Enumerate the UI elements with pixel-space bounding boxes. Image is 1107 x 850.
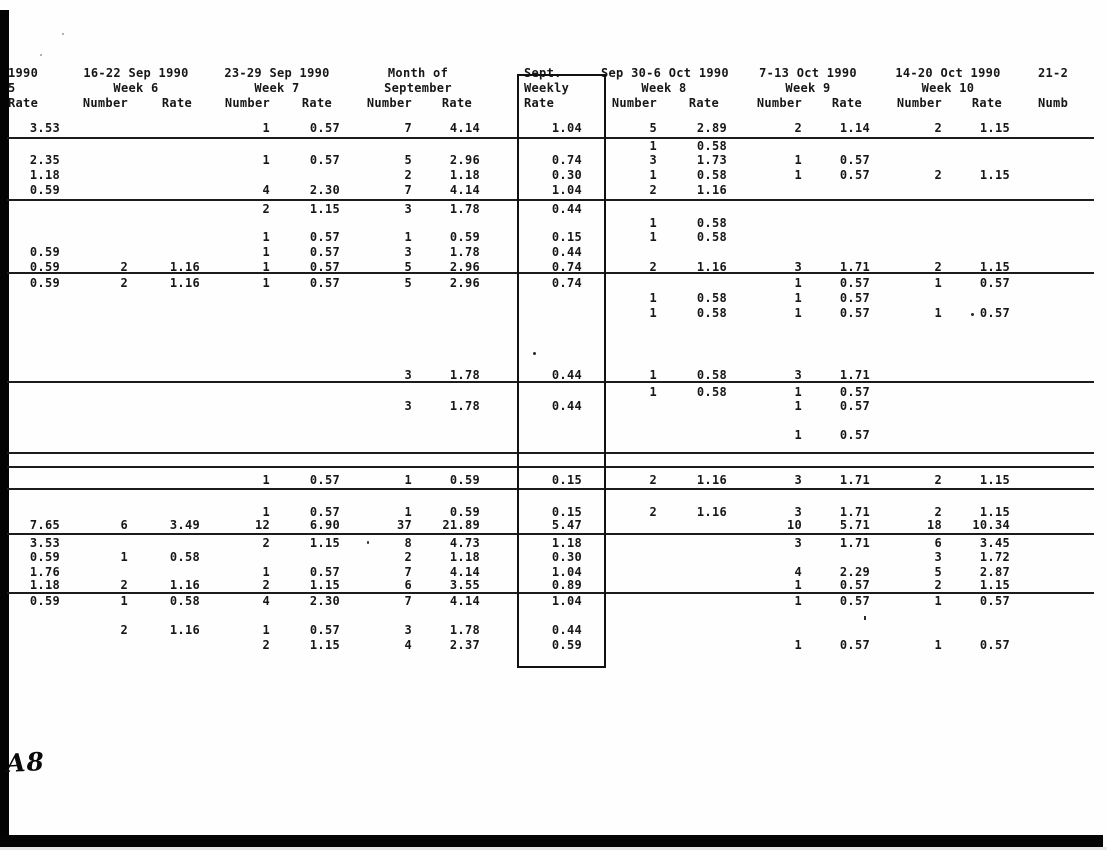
header-number-week9: Number (756, 96, 802, 110)
table-cell: 1 (794, 168, 802, 182)
table-cell: 2 (934, 578, 942, 592)
table-cell: 4.14 (449, 121, 480, 135)
table-cell: 1.18 (449, 550, 480, 564)
header-number-month-september: Number (366, 96, 412, 110)
table-cell: 1 (934, 638, 942, 652)
table-cell: 2.96 (449, 153, 480, 167)
table-cell: 1 (262, 276, 270, 290)
table-cell: 0.59 (449, 473, 480, 487)
table-cell: 0.57 (309, 505, 340, 519)
table-cell: 1.72 (979, 550, 1010, 564)
header-title-month-september: Month of (387, 66, 449, 80)
header-title-week10: 14-20 Oct 1990 (895, 66, 1001, 80)
table-cell: 0.44 (551, 202, 582, 216)
table-cell: 1.73 (696, 153, 727, 167)
header-rate-week7: Rate (301, 96, 332, 110)
table-cell: 0.58 (696, 139, 727, 153)
table-cell: 1 (262, 565, 270, 579)
table-cell: 1.18 (29, 578, 60, 592)
table-cell: 0.58 (169, 550, 200, 564)
table-cell: 1 (794, 399, 802, 413)
table-cell: 5 (404, 153, 412, 167)
table-cell: 1 (934, 306, 942, 320)
header-subtitle-month-september: September (384, 81, 452, 95)
table-cell: 2.29 (839, 565, 870, 579)
header-left-partial-year: 1990 (8, 66, 39, 80)
table-cell: 2 (934, 473, 942, 487)
table-cell: 0.59 (29, 260, 60, 274)
table-cell: 2.35 (29, 153, 60, 167)
header-rate-week9: Rate (831, 96, 862, 110)
table-cell: 0.58 (169, 594, 200, 608)
table-cell: 1.15 (979, 505, 1010, 519)
table-cell: 1.18 (449, 168, 480, 182)
table-cell: 1 (794, 153, 802, 167)
table-cell: 1 (262, 473, 270, 487)
table-cell: 1 (404, 230, 412, 244)
table-cell: 2 (649, 505, 657, 519)
table-cell: 0.57 (979, 276, 1010, 290)
table-cell: 1.71 (839, 260, 870, 274)
table-cell: 1.15 (309, 202, 340, 216)
table-cell: 1.04 (551, 183, 582, 197)
header-number-week8: Number (611, 96, 657, 110)
table-cell: 0.57 (309, 623, 340, 637)
table-cell: 4 (794, 565, 802, 579)
header-number-week11-partial: Numb (1038, 96, 1069, 110)
table-cell: 1.16 (696, 473, 727, 487)
scan-speckle (40, 54, 42, 56)
table-cell: 1.71 (839, 505, 870, 519)
table-cell: 0.44 (551, 623, 582, 637)
scan-speckle (367, 541, 369, 544)
table-cell: 0.58 (696, 291, 727, 305)
table-cell: 1 (649, 216, 657, 230)
table-cell: 1 (262, 260, 270, 274)
table-cell: 1 (794, 306, 802, 320)
table-cell: 2 (120, 623, 128, 637)
table-cell: 3.53 (29, 121, 60, 135)
table-cell: 0.74 (551, 276, 582, 290)
table-cell: 3 (794, 536, 802, 550)
table-cell: 1.18 (29, 168, 60, 182)
table-cell: 0.57 (839, 168, 870, 182)
header-title-sept-weekly: Sept. (524, 66, 562, 80)
table-cell: 1 (262, 153, 270, 167)
table-cell: 0.57 (309, 473, 340, 487)
table-cell: 1.15 (979, 260, 1010, 274)
table-cell: 1.16 (169, 276, 200, 290)
table-cell: 12 (254, 518, 270, 532)
table-cell: 3.45 (979, 536, 1010, 550)
table-cell: 0.89 (551, 578, 582, 592)
table-cell: 2 (120, 578, 128, 592)
table-cell: 4.14 (449, 594, 480, 608)
header-title-week7: 23-29 Sep 1990 (224, 66, 330, 80)
table-cell: 1 (120, 550, 128, 564)
header-subtitle-week7: Week 7 (254, 81, 300, 95)
table-cell: 1.16 (696, 183, 727, 197)
table-cell: 6 (404, 578, 412, 592)
table-cell: 0.57 (979, 638, 1010, 652)
table-cell: 10.34 (972, 518, 1010, 532)
table-cell: 0.59 (449, 505, 480, 519)
table-cell: 5.47 (551, 518, 582, 532)
table-cell: 1.15 (309, 638, 340, 652)
table-cell: 0.57 (309, 260, 340, 274)
table-cell: 8 (404, 536, 412, 550)
table-cell: 1.71 (839, 536, 870, 550)
table-cell: 18 (926, 518, 942, 532)
header-subtitle-week10: Week 10 (921, 81, 975, 95)
table-cell: 2 (649, 183, 657, 197)
header-subtitle-week9: Week 9 (785, 81, 831, 95)
table-cell: 0.57 (309, 230, 340, 244)
header-subtitle-week6: Week 6 (113, 81, 159, 95)
table-cell: 4.14 (449, 565, 480, 579)
header-left-partial-rate: Rate (8, 96, 39, 110)
table-cell: 1 (794, 291, 802, 305)
table-cell: 6 (934, 536, 942, 550)
header-number-week6: Number (82, 96, 128, 110)
table-cell: 0.57 (839, 276, 870, 290)
header-rate-month-september: Rate (441, 96, 472, 110)
table-cell: 7 (404, 121, 412, 135)
table-cell: 2 (262, 578, 270, 592)
table-cell: 1 (262, 121, 270, 135)
table-cell: 1 (404, 505, 412, 519)
table-cell: 2 (120, 276, 128, 290)
handwritten-note: A8 (5, 747, 46, 778)
table-cell: 7 (404, 594, 412, 608)
header-subtitle-sept-weekly: Weekly (524, 81, 570, 95)
table-cell: 4.73 (449, 536, 480, 550)
table-cell: 1.78 (449, 623, 480, 637)
table-cell: 10 (786, 518, 802, 532)
table-cell: 1.16 (169, 260, 200, 274)
table-cell: 2.30 (309, 183, 340, 197)
table-cell: 0.30 (551, 550, 582, 564)
table-cell: 1 (649, 385, 657, 399)
table-cell: 6 (120, 518, 128, 532)
table-cell: 1 (794, 276, 802, 290)
scan-speckle (62, 33, 64, 35)
table-cell: 0.57 (309, 121, 340, 135)
table-cell: 3 (934, 550, 942, 564)
table-cell: 2 (262, 202, 270, 216)
scan-speckle (533, 352, 536, 355)
table-cell: 1 (794, 428, 802, 442)
table-cell: 3 (794, 368, 802, 382)
table-cell: 1.71 (839, 473, 870, 487)
table-cell: 0.59 (29, 245, 60, 259)
table-cell: 1 (649, 139, 657, 153)
table-cell: 7 (404, 565, 412, 579)
table-cell: 3 (794, 260, 802, 274)
table-cell: 3 (404, 202, 412, 216)
table-cell: 3 (404, 399, 412, 413)
table-cell: 5 (934, 565, 942, 579)
table-cell: 1 (404, 473, 412, 487)
table-cell: 0.58 (696, 368, 727, 382)
table-cell: 1.04 (551, 594, 582, 608)
table-cell: 1 (794, 385, 802, 399)
table-cell: 3 (649, 153, 657, 167)
table-cell: 1 (120, 594, 128, 608)
table-cell: 2.89 (696, 121, 727, 135)
table-cell: 4 (404, 638, 412, 652)
table-cell: 7 (404, 183, 412, 197)
table-cell: 0.59 (551, 638, 582, 652)
table-cell: 2 (934, 505, 942, 519)
header-number-week10: Number (896, 96, 942, 110)
table-cell: 0.58 (696, 230, 727, 244)
table-cell: 4.14 (449, 183, 480, 197)
table-cell: 0.57 (839, 385, 870, 399)
table-cell: 0.59 (29, 276, 60, 290)
table-cell: 0.15 (551, 505, 582, 519)
scan-speckle (971, 313, 974, 316)
table-cell: 1 (794, 578, 802, 592)
table-cell: 0.57 (309, 153, 340, 167)
table-cell: 0.30 (551, 168, 582, 182)
table-cell: 2 (649, 260, 657, 274)
table-cell: 2 (120, 260, 128, 274)
table-cell: 1 (934, 276, 942, 290)
table-cell: 1.71 (839, 368, 870, 382)
table-cell: 6.90 (309, 518, 340, 532)
table-cell: 3 (404, 368, 412, 382)
table-cell: 0.57 (839, 428, 870, 442)
table-cell: 0.57 (309, 565, 340, 579)
table-cell: 4 (262, 183, 270, 197)
table-cell: 1 (649, 368, 657, 382)
table-cell: 1.16 (696, 260, 727, 274)
table-cell: 1.16 (169, 623, 200, 637)
header-rate-week10: Rate (971, 96, 1002, 110)
header-rate-sept-weekly: Rate (524, 96, 555, 110)
table-cell: 0.59 (449, 230, 480, 244)
table-cell: 5 (404, 276, 412, 290)
table-cell: 2.96 (449, 260, 480, 274)
table-cell: 2 (794, 121, 802, 135)
table-cell: 1.04 (551, 565, 582, 579)
table-cell: 0.57 (839, 306, 870, 320)
table-cell: 2 (404, 168, 412, 182)
table-cell: 2 (934, 121, 942, 135)
table-cell: 3 (404, 623, 412, 637)
table-cell: 1.15 (309, 578, 340, 592)
table-cell: 2 (934, 168, 942, 182)
table-cell: 2 (262, 638, 270, 652)
header-rate-week8: Rate (688, 96, 719, 110)
header-rate-week6: Rate (161, 96, 192, 110)
table-cell: 0.58 (696, 385, 727, 399)
table-cell: 0.57 (309, 245, 340, 259)
scan-edge-bottom (0, 835, 1103, 847)
header-title-week9: 7-13 Oct 1990 (759, 66, 857, 80)
table-cell: 1.18 (551, 536, 582, 550)
table-cell: 1.15 (979, 168, 1010, 182)
table-cell: 3.53 (29, 536, 60, 550)
table-cell: 7.65 (29, 518, 60, 532)
table-cell: 1.78 (449, 202, 480, 216)
table-cell: 3 (794, 505, 802, 519)
table-cell: 21.89 (442, 518, 480, 532)
table-cell: 0.15 (551, 473, 582, 487)
header-title-week8: Sep 30-6 Oct 1990 (601, 66, 729, 80)
table-cell: 0.57 (839, 153, 870, 167)
table-cell: 1 (649, 291, 657, 305)
table-cell: 1 (649, 306, 657, 320)
table-cell: 0.59 (29, 550, 60, 564)
table-cell: 0.59 (29, 183, 60, 197)
table-cell: 5 (404, 260, 412, 274)
table-cell: 1.78 (449, 245, 480, 259)
table-cell: 5 (649, 121, 657, 135)
table-cell: 0.44 (551, 399, 582, 413)
table-cell: 0.57 (839, 578, 870, 592)
table-cell: 2.30 (309, 594, 340, 608)
sept-weekly-rate-box (517, 74, 606, 668)
table-cell: 1 (934, 594, 942, 608)
table-cell: 1.15 (979, 473, 1010, 487)
table-cell: 2 (262, 536, 270, 550)
table-cell: 1.04 (551, 121, 582, 135)
table-cell: 1.15 (979, 121, 1010, 135)
table-cell: 1.76 (29, 565, 60, 579)
table-cell: 0.57 (839, 594, 870, 608)
table-cell: 1.78 (449, 399, 480, 413)
table-cell: 0.57 (309, 276, 340, 290)
table-cell: 0.58 (696, 306, 727, 320)
header-subtitle-week8: Week 8 (641, 81, 687, 95)
table-cell: 0.58 (696, 216, 727, 230)
table-cell: 1.15 (979, 578, 1010, 592)
table-cell: 1 (794, 594, 802, 608)
header-title-week6: 16-22 Sep 1990 (83, 66, 189, 80)
table-cell: 0.74 (551, 153, 582, 167)
table-cell: 2.87 (979, 565, 1010, 579)
table-cell: 0.58 (696, 168, 727, 182)
table-cell: 5.71 (839, 518, 870, 532)
table-cell: 2 (934, 260, 942, 274)
table-cell: 1 (794, 638, 802, 652)
table-cell: 2.96 (449, 276, 480, 290)
table-cell: 1.16 (696, 505, 727, 519)
header-left-partial-line2: 5 (8, 81, 16, 95)
table-cell: 0.57 (839, 638, 870, 652)
table-cell: 0.57 (979, 594, 1010, 608)
table-cell: 2 (649, 473, 657, 487)
table-cell: 0.74 (551, 260, 582, 274)
scan-speckle (864, 616, 866, 620)
table-cell: 1 (262, 623, 270, 637)
table-cell: 1.14 (839, 121, 870, 135)
table-cell: 0.44 (551, 245, 582, 259)
table-cell: 1 (262, 245, 270, 259)
table-cell: 4 (262, 594, 270, 608)
table-cell: 1.15 (309, 536, 340, 550)
table-cell: 1.16 (169, 578, 200, 592)
table-cell: 1 (649, 230, 657, 244)
table-cell: 3.55 (449, 578, 480, 592)
header-title-week11-partial: 21-2 (1038, 66, 1069, 80)
table-cell: 2 (404, 550, 412, 564)
table-cell: 3 (794, 473, 802, 487)
table-cell: 2.37 (449, 638, 480, 652)
table-cell: 0.15 (551, 230, 582, 244)
table-cell: 0.57 (839, 399, 870, 413)
table-cell: 3.49 (169, 518, 200, 532)
table-cell: 0.44 (551, 368, 582, 382)
table-cell: 1 (649, 168, 657, 182)
table-cell: 1 (262, 230, 270, 244)
table-cell: 1 (262, 505, 270, 519)
table-cell: 37 (396, 518, 412, 532)
table-cell: 1.78 (449, 368, 480, 382)
table-cell: 0.57 (979, 306, 1010, 320)
header-number-week7: Number (224, 96, 270, 110)
table-cell: 0.59 (29, 594, 60, 608)
table-cell: 0.57 (839, 291, 870, 305)
table-cell: 3 (404, 245, 412, 259)
